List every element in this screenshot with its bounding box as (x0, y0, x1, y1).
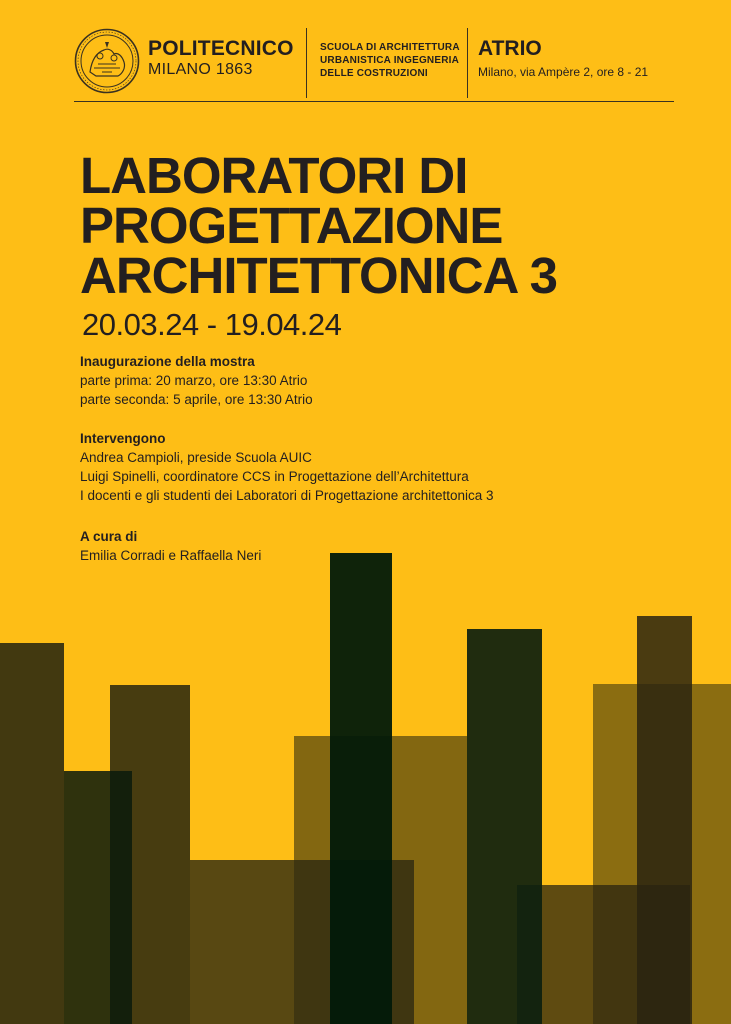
venue-name: ATRIO (478, 37, 542, 60)
speaker-line: I docenti e gli studenti dei Laboratori di Progettazione architettonica 3 (80, 488, 494, 503)
skyline-illustration (0, 540, 731, 1024)
venue-address-hours: Milano, via Ampère 2, ore 8 - 21 (478, 65, 649, 79)
exhibition-dates: 20.03.24 - 19.04.24 (82, 307, 342, 342)
skyline-tower (467, 629, 542, 1024)
speakers-heading: Intervengono (80, 431, 166, 446)
school-name-line: SCUOLA DI ARCHITETTURA (320, 42, 460, 53)
speaker-line: Andrea Campioli, preside Scuola AUIC (80, 450, 312, 465)
speaker-line: Luigi Spinelli, coordinatore CCS in Progettazione dell’Architettura (80, 469, 469, 484)
skyline-tower (64, 771, 132, 1024)
exhibition-title-line: ARCHITETTONICA 3 (80, 247, 558, 304)
exhibition-title-line: LABORATORI DI (80, 147, 468, 204)
header-divider (467, 28, 468, 98)
inauguration-line: parte seconda: 5 aprile, ore 13:30 Atrio (80, 392, 313, 407)
institution-subtitle: MILANO 1863 (148, 61, 253, 78)
inauguration-section (80, 352, 313, 409)
speakers-section (80, 429, 494, 505)
school-name-line: DELLE COSTRUZIONI (320, 68, 428, 79)
skyline-tower (517, 885, 690, 1024)
school-name-line: URBANISTICA INGEGNERIA (320, 55, 460, 66)
inauguration-line: parte prima: 20 marzo, ore 13:30 Atrio (80, 373, 308, 388)
inauguration-heading: Inaugurazione della mostra (80, 354, 255, 369)
poster-header (0, 0, 731, 102)
skyline-tower (330, 553, 392, 1024)
curators-heading: A cura di (80, 529, 138, 544)
curators-names: Emilia Corradi e Raffaella Neri (80, 548, 262, 563)
politecnico-seal-logo (74, 28, 140, 94)
header-rule (74, 101, 674, 102)
institution-name: POLITECNICO (148, 37, 294, 60)
exhibition-title-line: PROGETTAZIONE (80, 197, 503, 254)
header-divider (306, 28, 307, 98)
skyline-tower (0, 643, 64, 1024)
